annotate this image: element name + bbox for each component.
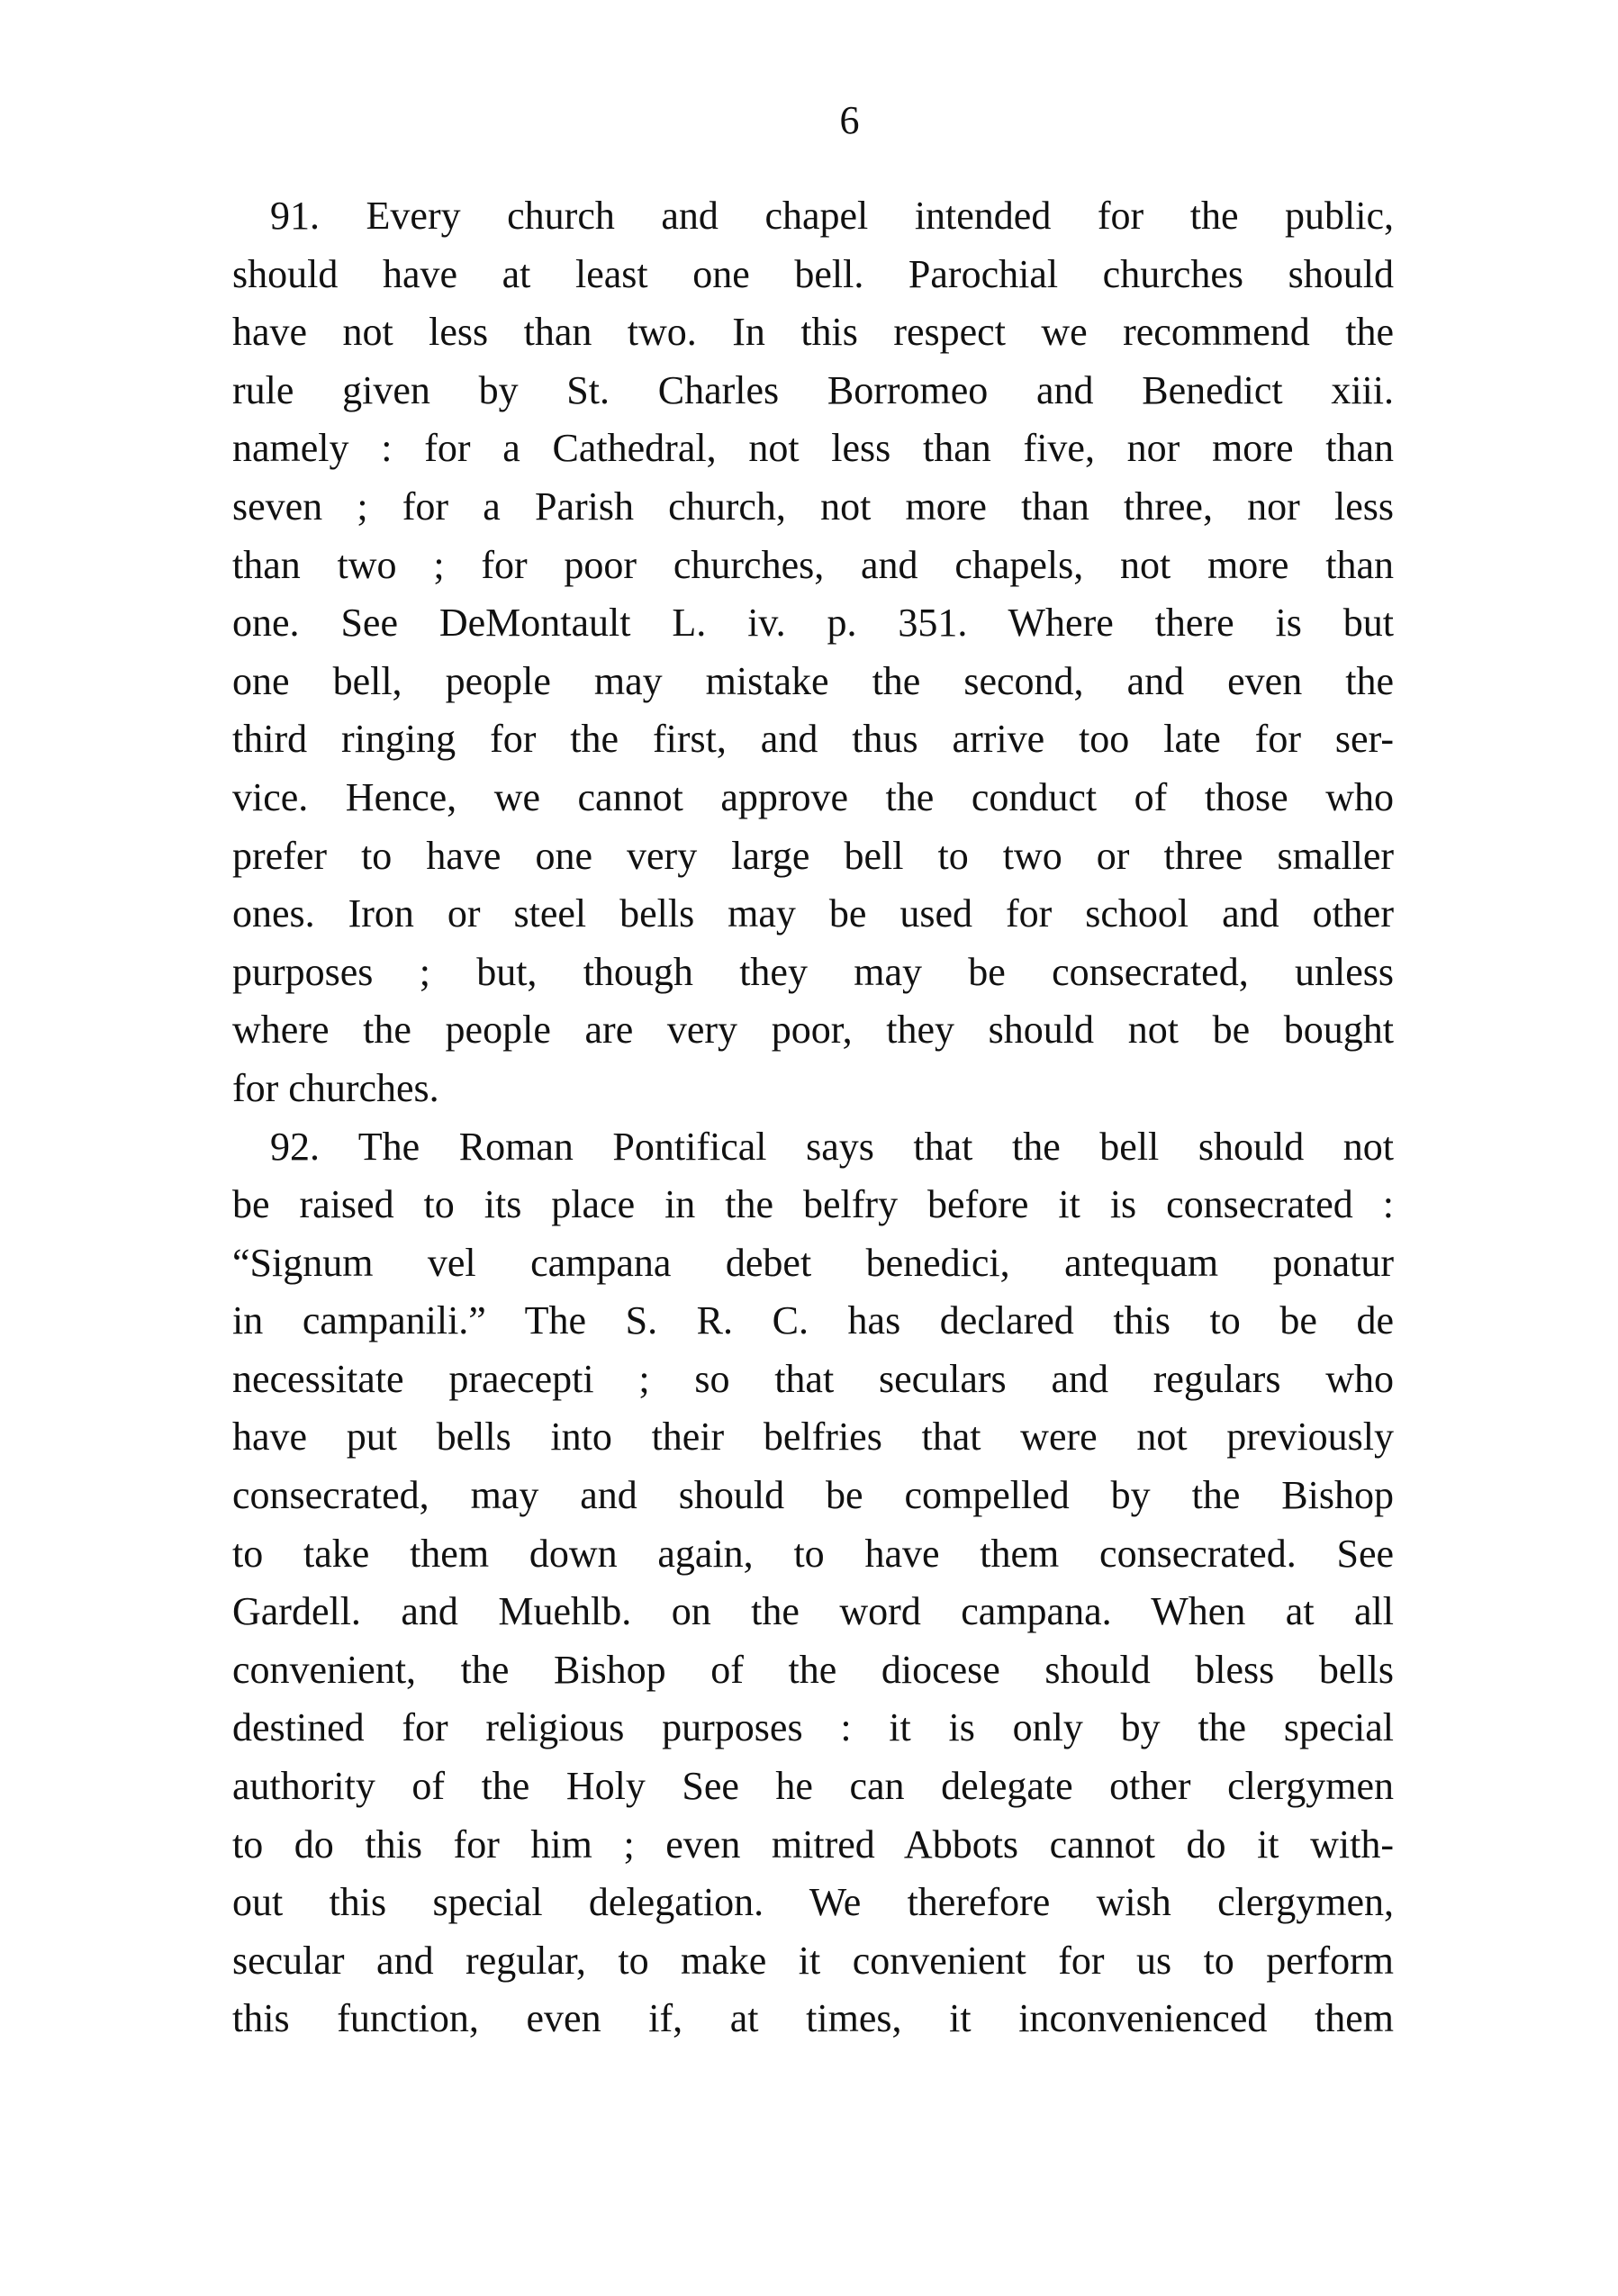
text-line: purposes ; but, though they may be consecrated, unless (232, 949, 1394, 994)
text-line: vice. Hence, we cannot approve the conduct of those who (232, 774, 1394, 819)
text-line: authority of the Holy See he can delegate other clergymen (232, 1764, 1394, 1809)
text-line: this function, even if, at times, it inconvenienced them (232, 1996, 1394, 2041)
text-line: in campanili.” The S. R. C. has declared this to be de (232, 1298, 1394, 1343)
text-line: consecrated, may and should be compelled by the Bishop (232, 1473, 1394, 1518)
text-line: “Signum vel campana debet benedici, antequam ponatur (232, 1240, 1394, 1285)
text-line: one. See DeMontault L. iv. p. 351. Where there is but (232, 601, 1394, 646)
text-line: where the people are very poor, they should not be bought (232, 1008, 1394, 1053)
text-line: Gardell. and Muehlb. on the word campana. When at all (232, 1589, 1394, 1634)
text-line: namely : for a Cathedral, not less than five, nor more than (232, 426, 1394, 471)
text-line: than two ; for poor churches, and chapels, not more than (232, 542, 1394, 587)
text-line: be raised to its place in the belfry before it is consecrated : (232, 1182, 1394, 1227)
text-line: have not less than two. In this respect we recommend the (232, 310, 1394, 355)
text-line: convenient, the Bishop of the diocese should bless bells (232, 1647, 1394, 1692)
text-line: ones. Iron or steel bells may be used for school and other (232, 891, 1394, 936)
text-line: 91. Every church and chapel intended for the public, (270, 194, 1394, 238)
text-line: for churches. (232, 1065, 439, 1110)
text-line: third ringing for the first, and thus arrive too late for ser- (232, 717, 1394, 762)
page-number: 6 (839, 98, 860, 142)
text-line: to do this for him ; even mitred Abbots cannot do it with- (232, 1821, 1394, 1867)
text-line: rule given by St. Charles Borromeo and Benedict xiii. (232, 367, 1394, 412)
text-line: should have at least one bell. Parochial churches should (232, 251, 1394, 296)
text-line: secular and regular, to make it convenient for us to perform (232, 1938, 1394, 1983)
text-line: necessitate praecepti ; so that seculars and regulars who (232, 1356, 1394, 1401)
text-line: seven ; for a Parish church, not more than three, nor less (232, 484, 1394, 529)
text-line: destined for religious purposes : it is only by the special (232, 1705, 1394, 1750)
text-line: to take them down again, to have them consecrated. See (232, 1531, 1394, 1576)
body-text (232, 187, 1394, 2048)
text-line: 92. The Roman Pontifical says that the bell should not (270, 1124, 1394, 1169)
text-line: prefer to have one very large bell to two or three smaller (232, 833, 1394, 878)
text-line: one bell, people may mistake the second, and even the (232, 658, 1394, 703)
text-line: out this special delegation. We therefore wish clergymen, (232, 1880, 1394, 1925)
text-line: have put bells into their belfries that were not previously (232, 1415, 1394, 1460)
